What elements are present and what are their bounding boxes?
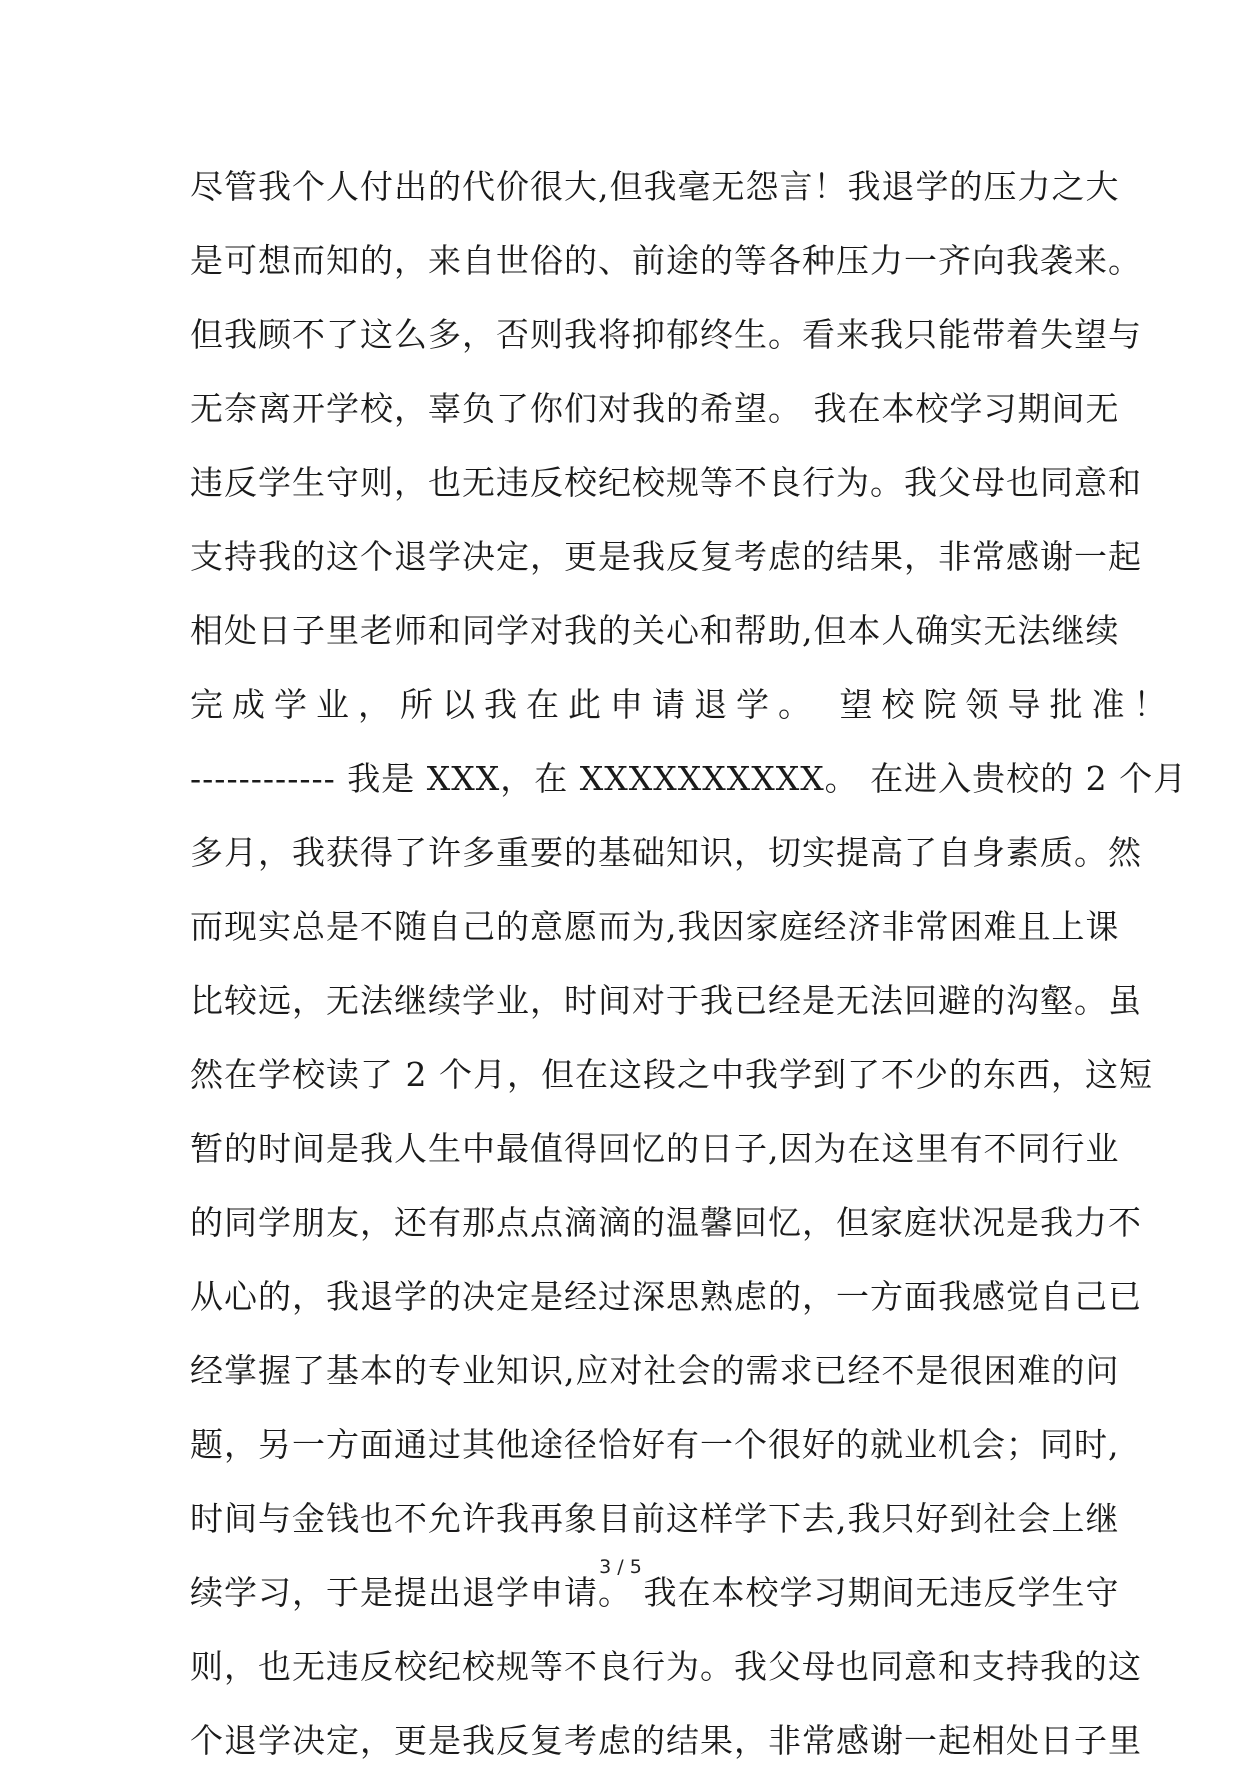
text-line: 但我顾不了这么多，否则我将抑郁终生。看来我只能带着失望与 (190, 315, 1142, 354)
text-line: 经掌握了基本的专业知识,应对社会的需求已经不是很困难的问 (190, 1351, 1120, 1390)
text-line: 违反学生守则，也无违反校纪校规等不良行为。我父母也同意和 (190, 463, 1142, 502)
text-line: 比较远，无法继续学业，时间对于我已经是无法回避的沟壑。虽 (190, 981, 1142, 1020)
body-text (190, 150, 1188, 1778)
text-line: 然在学校读了 2 个月，但在这段之中我学到了不少的东西，这短 (190, 1055, 1153, 1094)
text-line: 多月，我获得了许多重要的基础知识，切实提高了自身素质。然 (190, 833, 1142, 872)
text-line: 则，也无违反校纪校规等不良行为。我父母也同意和支持我的这 (190, 1647, 1142, 1686)
page-number: 3 / 5 (599, 1556, 642, 1578)
text-line: 是可想而知的，来自世俗的、前途的等各种压力一齐向我袭来。 (190, 241, 1142, 280)
text-line: 尽管我个人付出的代价很大,但我毫无怨言！我退学的压力之大 (190, 167, 1120, 206)
text-line: ------------ 我是 XXX，在 XXXXXXXXXX。 在进入贵校的 2 个月 (190, 759, 1188, 798)
text-line: 而现实总是不随自己的意愿而为,我因家庭经济非常困难且上课 (190, 907, 1120, 946)
text-line: 题，另一方面通过其他途径恰好有一个很好的就业机会；同时, (190, 1425, 1120, 1464)
text-line: 暂的时间是我人生中最值得回忆的日子,因为在这里有不同行业 (190, 1129, 1120, 1168)
text-line: 从心的，我退学的决定是经过深思熟虑的，一方面我感觉自己已 (190, 1277, 1142, 1316)
text-line: 相处日子里老师和同学对我的关心和帮助,但本人确实无法继续 (190, 611, 1120, 650)
text-line: 续学习，于是提出退学申请。 我在本校学习期间无违反学生守 (190, 1573, 1120, 1612)
text-line: 无奈离开学校，辜负了你们对我的希望。 我在本校学习期间无 (190, 389, 1120, 428)
text-line: 的同学朋友，还有那点点滴滴的温馨回忆，但家庭状况是我力不 (190, 1203, 1142, 1242)
text-line: 支持我的这个退学决定，更是我反复考虑的结果，非常感谢一起 (190, 537, 1142, 576)
text-line: 完成学业，所以我在此申请退学。 望校院领导批准！ (190, 685, 1176, 724)
text-line: 个退学决定，更是我反复考虑的结果，非常感谢一起相处日子里 (190, 1721, 1142, 1760)
text-line: 时间与金钱也不允许我再象目前这样学下去,我只好到社会上继 (190, 1499, 1120, 1538)
